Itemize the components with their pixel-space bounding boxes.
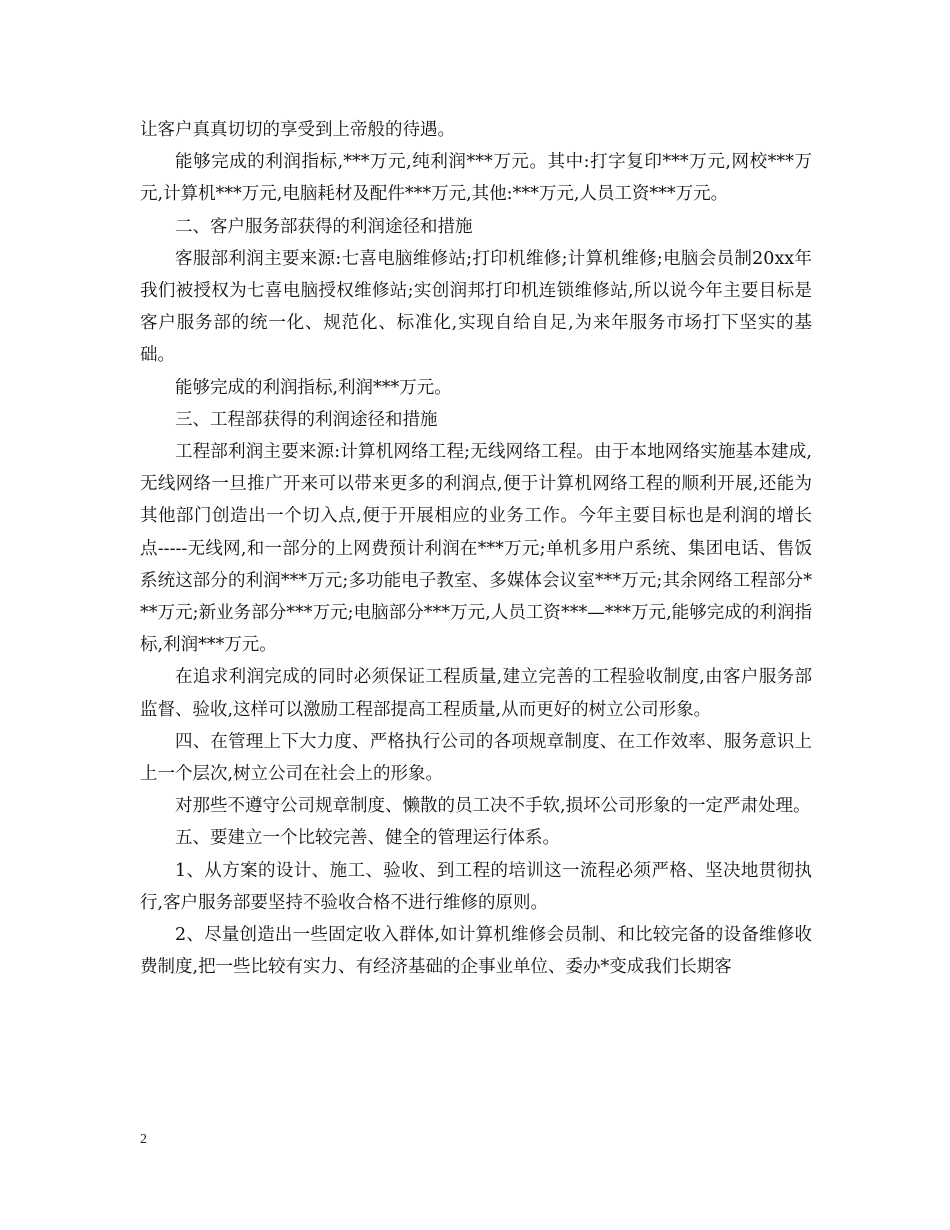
paragraph-discipline: 对那些不遵守公司规章制度、懒散的员工决不手软,损坏公司形象的一定严肃处理。 (175, 796, 811, 817)
paragraph-engineering-sources: 工程部利润主要来源:计算机网络工程;无线网络工程。由于本地网络实施基本建成,无线网络一旦推广开来可以带来更多的利润点,便于计算机网络工程的顺利开展,还能为其他部门创造出一个切入点,便于开展相应的业务工作。今年主要目标也是利润的增长点-----无线网,和一部分的上网费预计利润在***万元;单机多用户系统、集团电话、售饭系统这部分的利润***万元;多功能电子教室、多媒体会议室***万元;其余网络工程部分***万元;新业务部分***万元;电脑部分***万元,人员工资***—***万元,能够完成的利润指标,利润***万元。 (140, 442, 812, 656)
paragraph-quality: 在追求利润完成的同时必须保证工程质量,建立完善的工程验收制度,由客户服务部监督、验收,这样可以激励工程部提高工程质量,从而更好的树立公司形象。 (140, 667, 812, 720)
paragraph-service-sources: 客服部利润主要来源:七喜电脑维修站;打印机维修;计算机维修;电脑会员制20xx年我们被授权为七喜电脑授权维修站;实创润邦打印机连锁维修站,所以说今年主要目标是客户服务部的统一化、规范化、标准化,实现自给自足,为来年服务市场打下坚实的基础。 (140, 248, 812, 366)
list-item-2: 2、尽量创造出一些固定收入群体,如计算机维修会员制、和比较完备的设备维修收费制度,把一些比较有实力、有经济基础的企事业单位、委办*变成我们长期客 (140, 925, 812, 978)
paragraph-profit-target: 能够完成的利润指标,***万元,纯利润***万元。其中:打字复印***万元,网校***万元,计算机***万元,电脑耗材及配件***万元,其他:***万元,人员工资***万元。 (140, 152, 812, 205)
section-heading-4: 四、在管理上下大力度、严格执行公司的各项规章制度、在工作效率、服务意识上上一个层次,树立公司在社会上的形象。 (140, 731, 812, 785)
paragraph-continuation: 让客户真真切切的享受到上帝般的待遇。 (140, 120, 455, 140)
document-body (140, 114, 812, 983)
section-heading-5: 五、要建立一个比较完善、健全的管理运行体系。 (175, 828, 560, 849)
paragraph-service-target: 能够完成的利润指标,利润***万元。 (175, 377, 452, 398)
section-heading-3: 三、工程部获得的利润途径和措施 (175, 409, 438, 430)
section-heading-2: 二、客户服务部获得的利润途径和措施 (175, 216, 473, 237)
list-item-1: 1、从方案的设计、施工、验收、到工程的培训这一流程必须严格、坚决地贯彻执行,客户服务部要坚持不验收合格不进行维修的原则。 (140, 860, 812, 913)
page-number: 2 (140, 1132, 147, 1147)
